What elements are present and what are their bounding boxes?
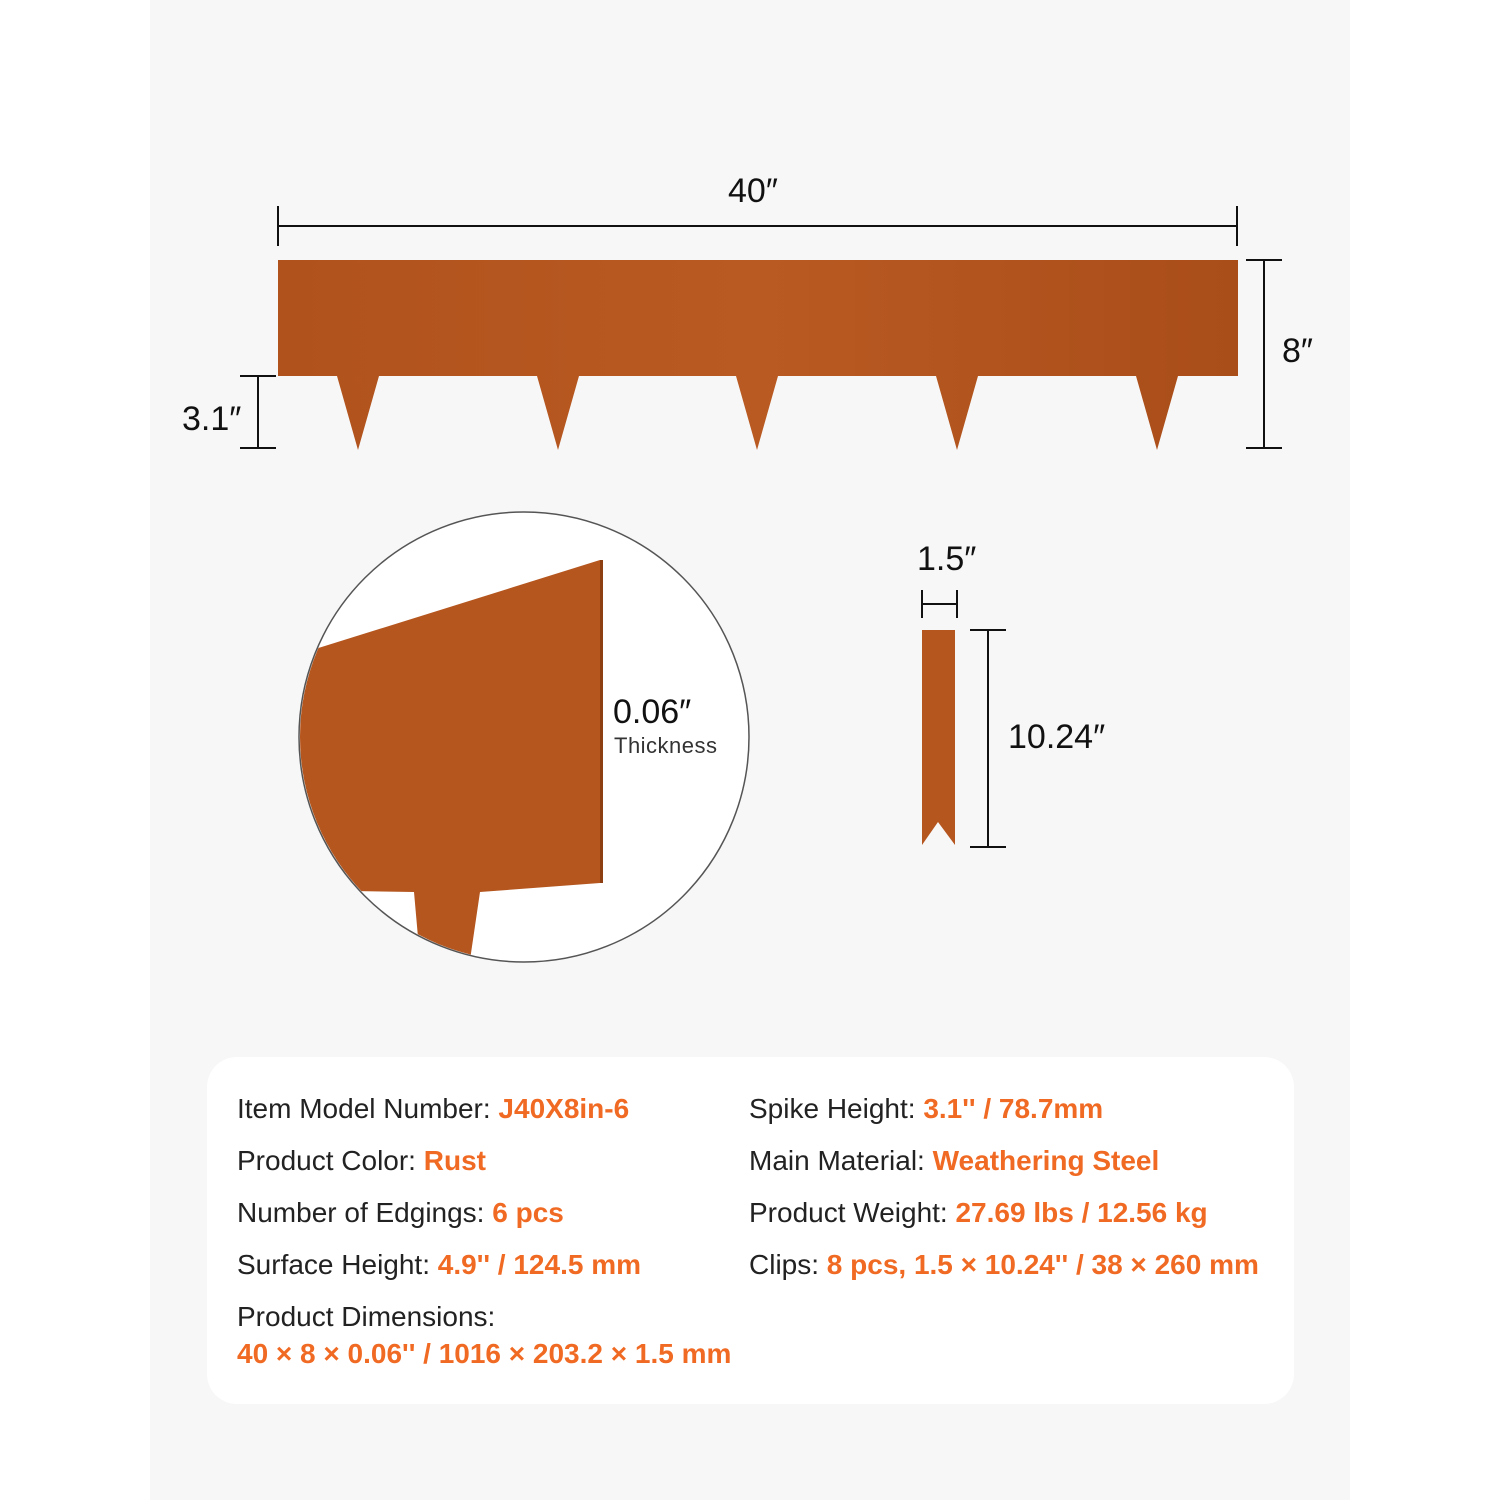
spec-label: Product Weight:: [749, 1197, 948, 1228]
spec-surface-height: [237, 1249, 641, 1281]
spike-dimension-line: [240, 376, 276, 448]
spec-value: 27.69 lbs / 12.56 kg: [955, 1197, 1208, 1228]
spec-value: J40X8in-6: [498, 1093, 630, 1124]
spec-label: Clips:: [749, 1249, 820, 1280]
specs-card: [207, 1057, 1294, 1404]
edging-strip: [278, 260, 1238, 450]
width-label: 40″: [728, 172, 778, 210]
spec-label: Main Material:: [749, 1145, 925, 1176]
spec-value: Weathering Steel: [932, 1145, 1160, 1176]
spec-value: Rust: [423, 1145, 486, 1176]
clip-width-label: 1.5″: [917, 540, 977, 578]
spec-value: 4.9'' / 124.5 mm: [437, 1249, 641, 1280]
spec-label: Spike Height:: [749, 1093, 916, 1124]
thickness-caption: Thickness: [614, 733, 718, 758]
width-dimension-line: [278, 206, 1237, 246]
spec-label: Item Model Number:: [237, 1093, 491, 1124]
height-label: 8″: [1282, 332, 1313, 370]
spec-label: Product Color:: [237, 1145, 416, 1176]
spec-dimensions-value: 40 × 8 × 0.06'' / 1016 × 203.2 × 1.5 mm: [237, 1338, 732, 1369]
spec-edgings: [237, 1197, 564, 1229]
thickness-value: 0.06″: [613, 693, 692, 731]
spec-value: 3.1'' / 78.7mm: [923, 1093, 1104, 1124]
clip-piece: [922, 630, 955, 845]
clip-height-dimension-line: [970, 630, 1006, 847]
spec-dimensions-label: Product Dimensions:: [237, 1301, 496, 1332]
spec-value: 8 pcs, 1.5 × 10.24'' / 38 × 260 mm: [826, 1249, 1259, 1280]
spec-material: [749, 1145, 1159, 1177]
spec-model: [237, 1093, 629, 1125]
spec-value: 6 pcs: [492, 1197, 564, 1228]
spike-height-label: 3.1″: [182, 400, 242, 438]
clip-width-dimension-line: [922, 590, 957, 618]
height-dimension-line: [1246, 260, 1282, 448]
spec-label: Surface Height:: [237, 1249, 430, 1280]
spec-clips: [749, 1249, 1259, 1281]
spec-label: Number of Edgings:: [237, 1197, 485, 1228]
clip-height-label: 10.24″: [1008, 718, 1106, 756]
spec-spike-height: [749, 1093, 1103, 1125]
spec-color: [237, 1145, 486, 1177]
spec-weight: [749, 1197, 1208, 1229]
